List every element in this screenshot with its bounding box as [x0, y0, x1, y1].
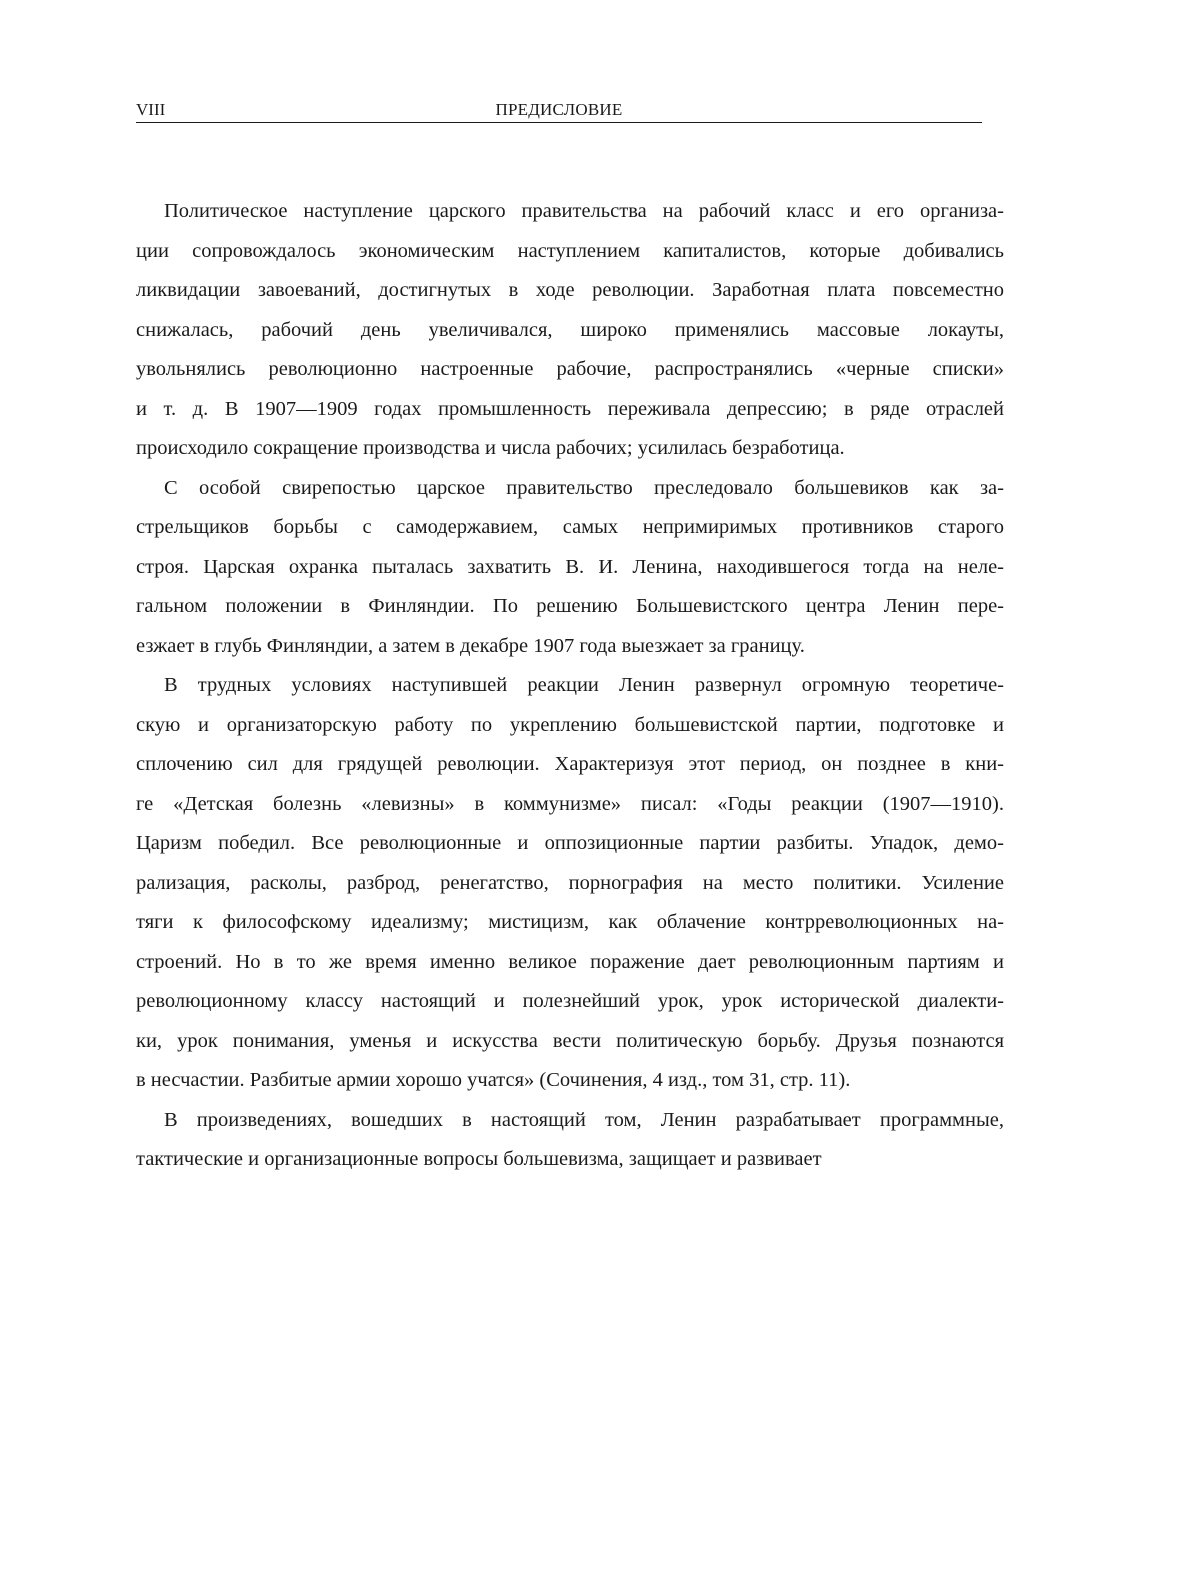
text-line: стрельщиков борьбы с самодержавием, самых непримиримых противников старого [136, 516, 1004, 538]
paragraph [136, 666, 1004, 1101]
text-line: тяги к философскому идеализму; мистицизм, как облачение контрреволюционных на- [136, 911, 1004, 933]
text-line: и т. д. В 1907—1909 годах промышленность переживала депрессию; в ряде отраслей [136, 397, 1004, 420]
text-line: В трудных условиях наступившей реакции Ленин развернул огромную теоретиче- [164, 674, 1004, 696]
text-line: ликвидации завоеваний, достигнутых в ходе революции. Заработная плата повсеместно [136, 279, 1004, 301]
text-line: увольнялись революционно настроенные рабочие, распространялись «черные списки» [136, 358, 1004, 380]
text-line: С особой свирепостью царское правительство преследовало большевиков как за- [164, 476, 1004, 499]
text-line: строя. Царская охранка пыталась захватить В. И. Ленина, находившегося тогда на неле- [136, 555, 1004, 578]
text-line: Царизм победил. Все революционные и оппозиционные партии разбиты. Упадок, демо- [136, 832, 1004, 854]
text-line: в несчастии. Разбитые армии хорошо учатся» (Сочинения, 4 изд., том 31, стр. 11). [136, 1069, 851, 1091]
page-number: VIII [136, 100, 166, 119]
paragraph [136, 469, 1004, 667]
body-text [136, 192, 1004, 1180]
text-line: В произведениях, вошедших в настоящий том, Ленин разрабатывает программные, [164, 1108, 1004, 1131]
section-title: ПРЕДИСЛОВИЕ [495, 100, 623, 119]
text-line: рализация, расколы, разброд, ренегатство, порнография на место политики. Усиление [136, 871, 1004, 894]
text-line: Политическое наступление царского правительства на рабочий класс и его организа- [164, 200, 1004, 222]
text-line: сплочению сил для грядущей революции. Характеризуя этот период, он позднее в кни- [136, 753, 1004, 775]
running-header [136, 98, 982, 123]
text-line: ции сопровождалось экономическим наступлением капиталистов, которые добивались [136, 239, 1004, 262]
text-line: снижалась, рабочий день увеличивался, широко применялись массовые локауты, [136, 318, 1004, 341]
text-line: ге «Детская болезнь «левизны» в коммунизме» писал: «Годы реакции (1907—1910). [136, 792, 1004, 815]
text-line: тактические и организационные вопросы большевизма, защищает и развивает [136, 1148, 822, 1170]
text-line: происходило сокращение производства и числа рабочих; усилилась безработица. [136, 437, 845, 459]
text-line: революционному классу настоящий и полезнейший урок, урок исторической диалекти- [136, 990, 1004, 1012]
text-line: гальном положении в Финляндии. По решению Большевистского центра Ленин пере- [136, 595, 1004, 617]
text-line: скую и организаторскую работу по укреплению большевистской партии, подготовке и [136, 713, 1004, 736]
paragraph [136, 192, 1004, 469]
text-line: езжает в глубь Финляндии, а затем в декабре 1907 года выезжает за границу. [136, 634, 805, 657]
text-line: строений. Но в то же время именно великое поражение дает революционным партиям и [136, 950, 1004, 973]
paragraph [136, 1101, 1004, 1180]
text-line: ки, урок понимания, уменья и искусства вести политическую борьбу. Друзья познаются [136, 1029, 1004, 1052]
